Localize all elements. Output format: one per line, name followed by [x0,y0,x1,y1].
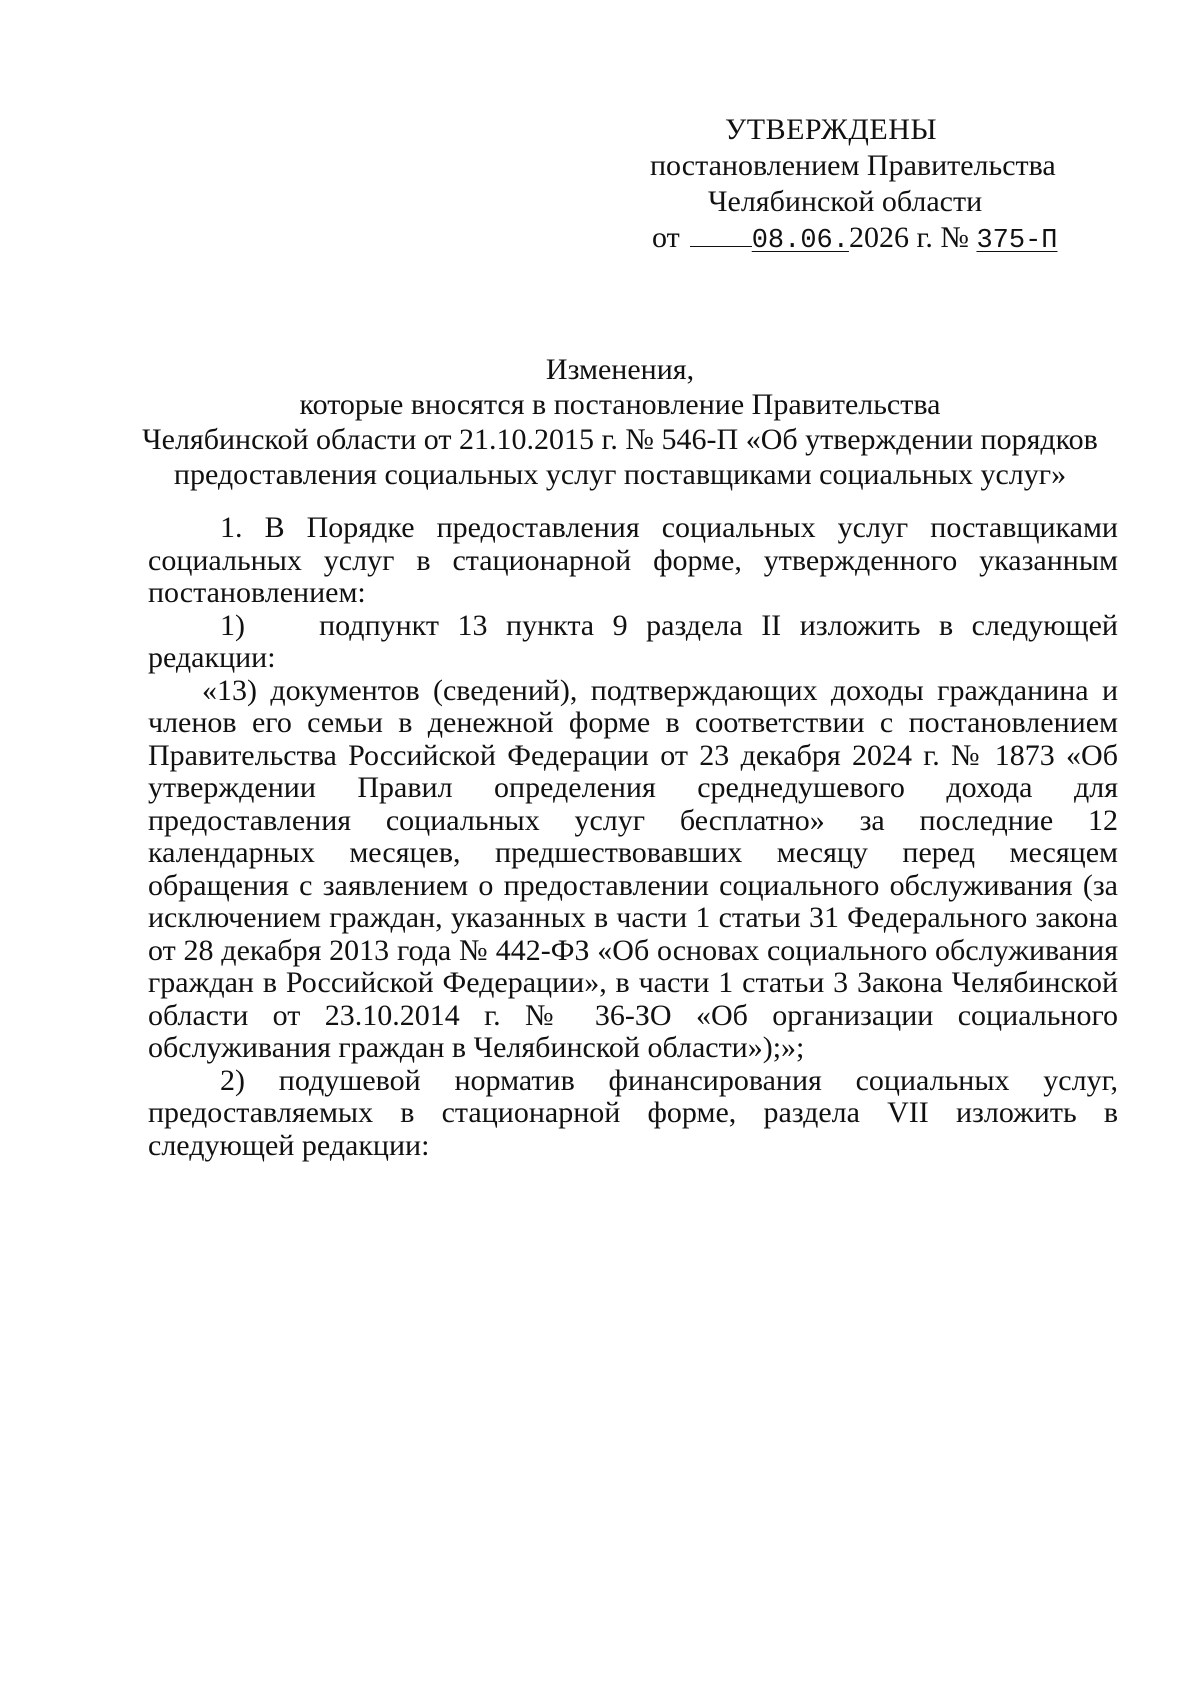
approval-region-line: Челябинской области [708,185,983,218]
date-blank-underline [690,222,752,247]
approval-block [650,112,1090,259]
approval-date-line [650,220,1090,259]
approval-title: УТВЕРЖДЕНЫ [725,113,938,146]
heading-line-3: Челябинской области от 21.10.2015 г. № 546-П «Об утверждении порядков [142,423,1098,456]
heading-line-4: предоставления социальных услуг поставщиками социальных услуг» [173,458,1067,491]
date-prefix: от [652,221,680,254]
document-heading [140,352,1100,492]
document-number: 375-П [976,226,1058,256]
paragraph-subitem-13: «13) документов (сведений), подтверждающих доходы гражданина и членов его семьи в денежной форме в соответствии с постановлением Правительства Российской Федерации от 23 декабря 2024 г. № 1873 «Об утверждении Правил определения среднедушевого дохода для предоставления социальных услуг бесплатно» за последние 12 календарных месяцев, предшествовавших месяцу перед месяцем обращения с заявлением о предоставлении социального обслуживания (за исключением граждан, указанных в части 1 статьи 31 Федерального закона от 28 декабря 2013 года № 442-ФЗ «Об основах социального обслуживания граждан в Российской Федерации», в части 1 статьи 3 Закона Челябинской области от 23.10.2014 г. № 36-ЗО «Об организации социального обслуживания граждан в Челябинской области»);»; [148,673,1118,1064]
year-suffix: 2026 г. № [848,221,969,254]
approval-by-line: постановлением Правительства [650,149,1056,182]
heading-line-1: Изменения, [545,353,695,386]
paragraph-1-subitem-2: 2) подушевой норматив финансирования социальных услуг, предоставляемых в стационарной форме, раздела VII изложить в следующей редакции: [148,1063,1118,1162]
paragraph-1-subitem-1: 1) подпункт 13 пункта 9 раздела II изложить в следующей редакции: [148,608,1118,674]
heading-line-2: которые вносятся в постановление Правительства [299,388,941,421]
paragraph-1: 1. В Порядке предоставления социальных услуг поставщиками социальных услуг в стационарной форме, утвержденного указанным постановлением: [148,511,1118,609]
date-value: 08.06. [751,226,849,256]
document-body [148,512,1118,1162]
